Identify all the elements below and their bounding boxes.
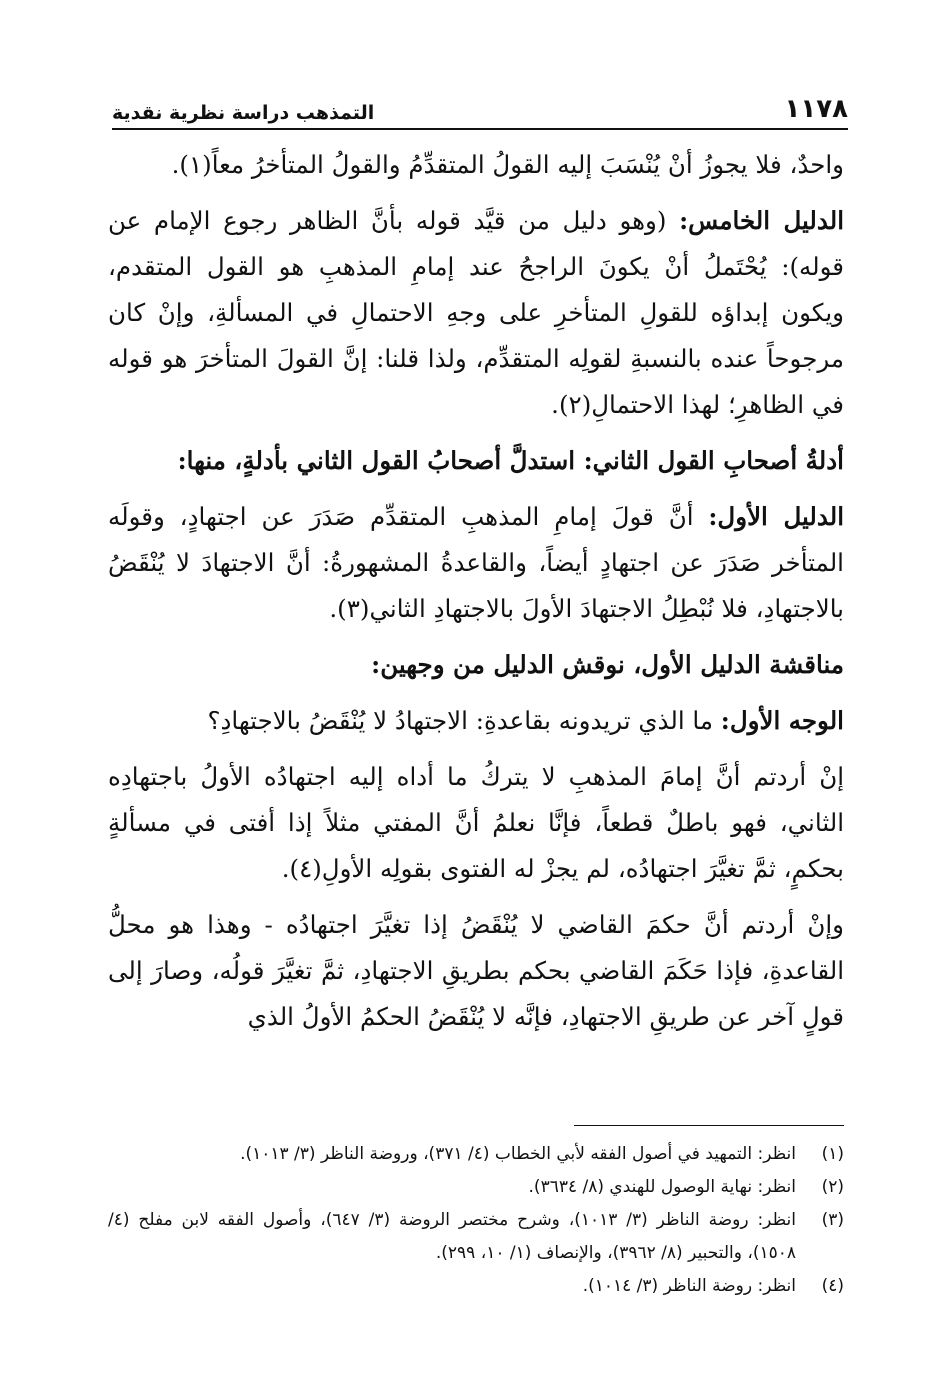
section-heading-discussion (108, 642, 844, 688)
footnotes (108, 1138, 844, 1303)
section-heading-second-opinion (108, 438, 844, 484)
footnote-item (108, 1171, 844, 1204)
footnote-text: انظر: نهاية الوصول للهندي (٨/ ٣٦٣٤). (528, 1177, 796, 1197)
paragraph-text: واحدٌ، فلا يجوزُ أنْ يُنْسَبَ إليه القولُ المتقدِّمُ والقولُ المتأخرُ معاً(١). (171, 150, 844, 179)
paragraph-heading: الوجه الأول: (720, 706, 844, 735)
footnote-text: انظر: روضة الناظر (٣/ ١٠١٣)، وشرح مختصر الروضة (٣/ ٦٤٧)، وأصول الفقه لابن مفلح (٤/ ١٥٠٨)، والتحبير (٨/ ٣٩٦٢)، والإنصاف (١/ ١٠، ٢٩٩). (108, 1210, 796, 1263)
paragraph-first-evidence (108, 494, 844, 632)
footnote-text: انظر: التمهيد في أصول الفقه لأبي الخطاب (٤/ ٣٧١)، وروضة الناظر (٣/ ١٠١٣). (240, 1144, 796, 1164)
footnote-separator (574, 1125, 844, 1126)
paragraph-text: ما الذي تريدونه بقاعدةِ: الاجتهادُ لا يُنْقَضُ بالاجتهادِ؟ (207, 706, 721, 735)
footnote-number: (٣) (821, 1210, 844, 1230)
footnote-number: (٢) (821, 1177, 844, 1197)
section-heading-text: أدلةُ أصحابِ القول الثاني: استدلَّ أصحابُ القول الثاني بأدلةٍ، منها: (177, 446, 844, 475)
footnote-number: (٤) (821, 1276, 844, 1296)
page-header (112, 92, 848, 130)
paragraph-text: (وهو دليل من قيَّد قوله بأنَّ الظاهر رجوع الإمام عن قوله): يُحْتَملُ أنْ يكونَ الراجحُ عند إمامِ المذهبِ هو القول المتقدم، ويكون إبداؤه للقولِ المتأخرِ على وجهِ الاحتمالِ في المسألةِ، وإنْ كان مرجوحاً عنده بالنسبةِ لقولِه المتقدِّم، ولذا قلنا: إنَّ القولَ المتأخرَ هو قوله في الظاهرِ؛ لهذا الاحتمالِ(٢). (108, 206, 844, 419)
paragraph-text: وإنْ أردتم أنَّ حكمَ القاضي لا يُنْقَضُ إذا تغيَّرَ اجتهادُه - وهذا هو محلُّ القاعدةِ، فإذا حَكَمَ القاضي بحكم بطريقِ الاجتهادِ، ثمَّ تغيَّرَ قولُه، وصارَ إلى قولٍ آخر عن طريقِ الاجتهادِ، فإنَّه لا يُنْقَضُ الحكمُ الأولُ الذي (108, 910, 844, 1031)
running-title: التمذهب دراسة نظرية نقدية (112, 102, 375, 124)
paragraph-heading: الدليل الخامس: (679, 206, 844, 235)
page-number: ١١٧٨ (784, 94, 848, 124)
footnote-item (108, 1204, 844, 1270)
paragraph-continuation (108, 142, 844, 188)
footnote-number: (١) (821, 1144, 844, 1164)
footnote-text: انظر: روضة الناظر (٣/ ١٠١٤). (582, 1276, 796, 1296)
section-heading-text: مناقشة الدليل الأول، نوقش الدليل من وجهين: (371, 650, 844, 679)
main-text (108, 142, 844, 1050)
paragraph-text: أنَّ قولَ إمامِ المذهبِ المتقدِّم صَدَرَ عن اجتهادٍ، وقولَه المتأخر صَدَرَ عن اجتهادٍ أيضاً، والقاعدةُ المشهورةُ: أنَّ الاجتهادَ لا يُنْقَضُ بالاجتهادِ، فلا نُبْطِلُ الاجتهادَ الأولَ بالاجتهادِ الثاني(٣). (108, 502, 844, 623)
paragraph-if-you-meant-2 (108, 902, 844, 1040)
paragraph-heading: الدليل الأول: (708, 502, 845, 531)
paragraph-text: إنْ أردتم أنَّ إمامَ المذهبِ لا يتركُ ما أداه إليه اجتهادُه الأولُ باجتهادِه الثاني، فهو باطلٌ قطعاً، فإنَّا نعلمُ أنَّ المفتي مثلاً إذا أفتى في مسألةٍ بحكمٍ، ثمَّ تغيَّرَ اجتهادُه، لم يجزْ له الفتوى بقولِه الأولِ(٤). (108, 762, 844, 883)
footnote-item (108, 1138, 844, 1171)
footnote-item (108, 1270, 844, 1303)
paragraph-fifth-evidence (108, 198, 844, 428)
paragraph-if-you-meant-1 (108, 754, 844, 892)
paragraph-first-aspect (108, 698, 844, 744)
